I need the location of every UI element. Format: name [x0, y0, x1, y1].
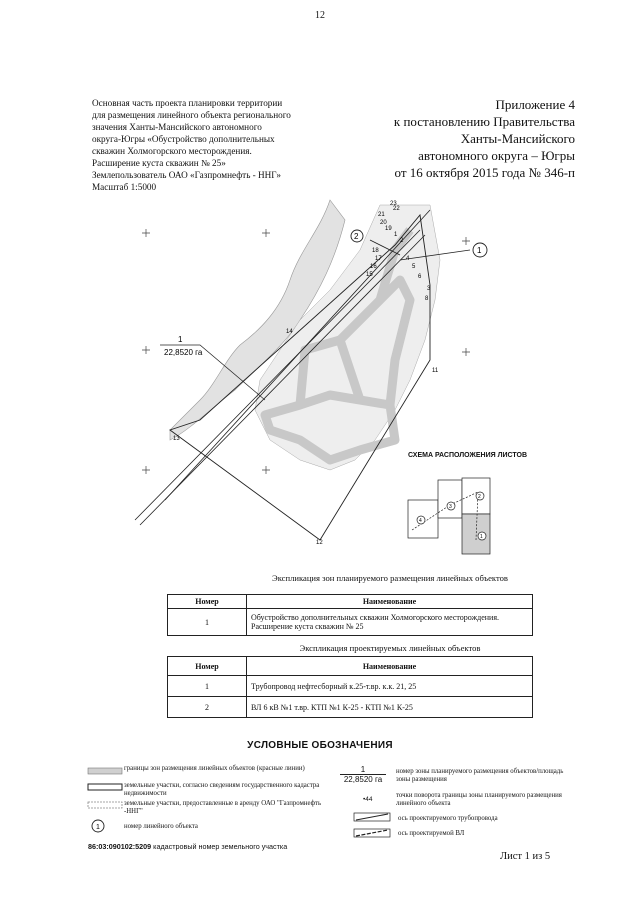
point-label: 15 [366, 272, 373, 278]
point-label: 18 [372, 248, 379, 254]
table-header: Наименование [247, 595, 533, 609]
point-label: 21 [378, 212, 385, 218]
zones-table [167, 594, 533, 636]
project-line: Основная часть проекта планировки территории [92, 98, 283, 108]
zone-boundary-symbol [88, 768, 122, 774]
table-cell: 2 [168, 697, 247, 718]
land-user-line: Землепользователь ОАО «Газпромнефть - ННГ» [92, 170, 281, 180]
project-line: значения Ханты-Мансийского автономного [92, 122, 262, 132]
table-row [168, 676, 533, 697]
table1-caption: Экспликация зон планируемого размещения линейных объектов [272, 573, 508, 583]
point-label: 12 [316, 540, 323, 546]
appendix-line: к постановлению Правительства [393, 114, 575, 129]
table-cell: Обустройство дополнительных скважин Холмогорского месторождения. Расширение куста скважин № 25 [247, 609, 533, 636]
cadastral-text: кадастровый номер земельного участка [153, 842, 288, 851]
legend-point-sample [363, 796, 373, 803]
project-line: округа-Югры «Обустройство дополнительных [92, 134, 275, 144]
legend-zone-boundary: границы зон размещения линейных объектов (красные линии) [124, 765, 305, 772]
sheet-layout-scheme [408, 478, 490, 554]
legend-title: УСЛОВНЫЕ ОБОЗНАЧЕНИЯ [247, 740, 393, 751]
object-number-sample: 1 [96, 824, 100, 831]
project-line: Расширение куста скважин № 25» [92, 158, 226, 168]
cadastral-number: 86:03:090102:5209 [88, 842, 152, 851]
point-label: 20 [380, 220, 387, 226]
legend-cadastre-parcels: земельные участки, согласно сведениям государственного кадастра недвижимости [124, 782, 320, 797]
sheet-scheme-title: СХЕМА РАСПОЛОЖЕНИЯ ЛИСТОВ [408, 452, 527, 459]
legend-lease-parcels: земельные участки, предоставленные в аренду ОАО "Газпромнефть -ННГ" [124, 800, 322, 815]
point-label: 11 [432, 368, 439, 374]
cadastre-parcel-symbol [88, 784, 122, 790]
point-label: 3 [427, 286, 431, 292]
object-marker-label: 2 [354, 232, 359, 241]
point-label: 13 [173, 436, 180, 442]
point-dot-icon: • [363, 796, 366, 803]
point-label: 4 [406, 256, 410, 262]
sheet-marker: 1 [480, 534, 483, 540]
table-header: Наименование [247, 657, 533, 676]
table-cell: ВЛ 6 кВ №1 т.вр. КТП №1 К-25 - КТП №1 К-25 [247, 697, 533, 718]
table-row [168, 697, 533, 718]
legend-object-number: номер линейного объекта [124, 823, 198, 830]
point-label: 1 [394, 232, 398, 238]
table-cell: 1 [168, 609, 247, 636]
sheet-number: Лист 1 из 5 [500, 851, 551, 862]
legend-zone-sample-area: 22,8520 га [343, 775, 383, 784]
legend-symbols-left [86, 764, 126, 836]
appendix-line: от 16 октября 2015 года № 346-п [394, 165, 575, 180]
table2-caption: Экспликация проектируемых линейных объектов [299, 643, 481, 653]
legend-turning-points: точки поворота границы зоны планируемого размещения линейного объекта [396, 792, 562, 807]
legend-zone-number-text: номер зоны планируемого размещения объектов/площадь зоны размещения [396, 768, 564, 783]
zone-area: 22,8520 га [164, 348, 203, 357]
scale-line: Масштаб 1:5000 [92, 182, 157, 192]
lease-parcel-symbol [88, 802, 122, 808]
object-marker-label: 1 [477, 246, 482, 255]
table-cell: Трубопровод нефтесборный к.25-т.вр. к.к. 21, 25 [247, 676, 533, 697]
point-label: 19 [385, 226, 392, 232]
legend-zone-sample [340, 765, 386, 784]
legend-pipeline-axis: ось проектируемого трубопровода [398, 815, 498, 822]
point-label: 23 [390, 201, 397, 207]
point-label: 14 [286, 329, 293, 335]
project-line: для размещения линейного объекта регионального [92, 110, 291, 120]
table-header: Номер [168, 595, 247, 609]
cadastral-legend [88, 842, 287, 851]
sheet-marker: 2 [478, 494, 481, 500]
legend-zone-sample-number: 1 [340, 765, 386, 775]
appendix-line: автономного округа – Югры [418, 148, 575, 163]
point-label: 16 [370, 264, 377, 270]
legend-symbols-right [352, 811, 394, 841]
objects-table [167, 656, 533, 718]
point-label: 2 [400, 238, 404, 244]
page-number: 12 [315, 10, 325, 21]
sheet-marker: 4 [419, 518, 422, 524]
point-label: 22 [393, 206, 400, 212]
point-label: 17 [375, 256, 382, 262]
project-line: скважин Холмогорского месторождения. [92, 146, 252, 156]
zone-number: 1 [178, 335, 183, 344]
appendix-line: Ханты-Мансийского [460, 131, 575, 146]
point-label: 6 [418, 274, 422, 280]
sheet-marker: 3 [449, 504, 452, 510]
point-label: 8 [425, 296, 429, 302]
table-header: Номер [168, 657, 247, 676]
table-cell: 1 [168, 676, 247, 697]
legend-point-number: 44 [365, 796, 373, 803]
legend-vl-axis: ось проектируемой ВЛ [398, 830, 465, 837]
table-row [168, 609, 533, 636]
sheet-frame [438, 480, 462, 518]
appendix-line: Приложение 4 [495, 97, 575, 112]
point-label: 5 [412, 264, 416, 270]
